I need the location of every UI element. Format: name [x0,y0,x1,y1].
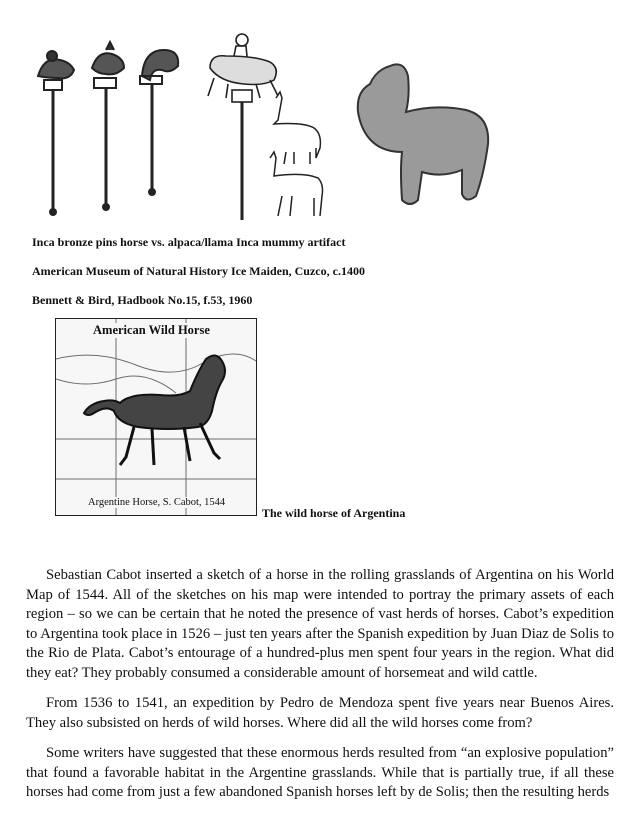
caption-source: Bennett & Bird, Hadbook No.15, f.53, 1960 [32,293,253,307]
body-text [26,566,614,814]
llama-sketches-figure [262,90,342,220]
map-bottom-label: Argentine Horse, S. Cabot, 1544 [88,497,226,508]
inca-mummy-llama-artifact [350,60,500,220]
argentine-horse-sketch [56,319,256,515]
caption-wild-horse: The wild horse of Argentina [262,506,406,520]
cabot-map-figure [55,318,257,516]
caption-museum: American Museum of Natural History Ice Maiden, Cuzco, c.1400 [32,264,365,278]
paragraph: Some writers have suggested that these enormous herds resulted from “an explosive population” that found a favorable habitat in the Argentine grasslands. While that is partially true, if all these horses had come from just a few abandoned Spanish horses left by de Solis; then the resulting herds [26,745,614,800]
inca-bronze-pins-figure [22,40,202,220]
map-title: American Wild Horse [90,323,213,338]
paragraph: Sebastian Cabot inserted a sketch of a horse in the rolling grasslands of Argentina on his World Map of 1544. All of the sketches on his map were intended to portray the primary assets of each region – so we can be certain that he noted the presence of vast herds of horses. Cabot’s expedition to Argentina took place in 1526 – just ten years after the Spanish expedition by Juan Diaz de Solis to the Rio de Plata. Cabot’s entourage of a hundred-plus men spent four years in the region. What did they eat? They probably consumed a considerable amount of horsemeat and wild cattle. [26,567,614,681]
caption-pins: Inca bronze pins horse vs. alpaca/llama Inca mummy artifact [32,235,346,249]
paragraph: From 1536 to 1541, an expedition by Pedro de Mendoza spent five years near Buenos Aires. They also subsisted on herds of wild horses. Where did all the wild horses come from? [26,695,614,731]
